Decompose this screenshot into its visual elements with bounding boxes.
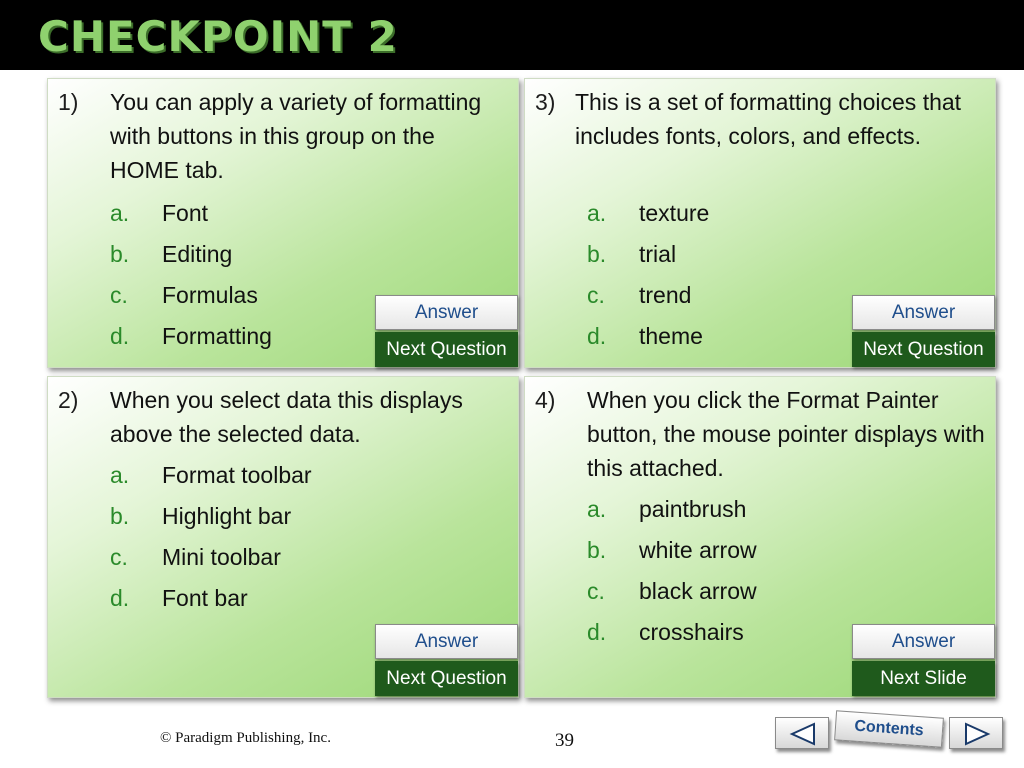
- answer-button[interactable]: Answer: [375, 624, 518, 659]
- option-letter: a.: [110, 462, 130, 488]
- option-letter: a.: [110, 200, 130, 226]
- previous-slide-button[interactable]: [775, 717, 829, 749]
- contents-button[interactable]: Contents: [834, 710, 944, 747]
- question-number: 4): [535, 387, 556, 413]
- option-letter: d.: [110, 585, 130, 611]
- question-number: 1): [58, 89, 79, 115]
- copyright-text: © Paradigm Publishing, Inc.: [160, 730, 331, 746]
- next-slide-nav-button[interactable]: [949, 717, 1003, 749]
- option-letter: d.: [587, 619, 607, 645]
- option-letter: c.: [587, 282, 605, 308]
- question-text: You can apply a variety of formatting with buttons in this group on the HOME tab.: [110, 89, 482, 183]
- option-letter: c.: [110, 282, 128, 308]
- question-panel-4: [524, 376, 996, 698]
- next-slide-button[interactable]: Next Slide: [852, 661, 995, 696]
- option-letter: b.: [110, 503, 130, 529]
- option-text: trial: [639, 241, 677, 267]
- option-text: crosshairs: [639, 619, 744, 645]
- option-text: Mini toolbar: [162, 544, 281, 570]
- option-letter: a.: [587, 200, 607, 226]
- option-text: trend: [639, 282, 692, 308]
- option-text: black arrow: [639, 578, 757, 604]
- question-panel-1: [47, 78, 519, 368]
- option-text: Highlight bar: [162, 503, 292, 529]
- next-question-button[interactable]: Next Question: [852, 332, 995, 367]
- option-text: theme: [639, 323, 703, 349]
- next-question-button[interactable]: Next Question: [375, 332, 518, 367]
- option-text: Editing: [162, 241, 233, 267]
- left-triangle-arrow-icon: [776, 718, 830, 750]
- question-text: This is a set of formatting choices that includes fonts, colors, and effects.: [575, 89, 962, 149]
- question-panel-2: [47, 376, 519, 698]
- option-text: Font bar: [162, 585, 248, 611]
- question-number: 2): [58, 387, 79, 413]
- answer-button[interactable]: Answer: [375, 295, 518, 330]
- option-letter: d.: [110, 323, 130, 349]
- option-text: Formatting: [162, 323, 272, 349]
- question-text: When you select data this displays above the selected data.: [110, 387, 463, 447]
- title-bar: [0, 0, 1024, 70]
- question-number: 3): [535, 89, 556, 115]
- page-number: 39: [555, 730, 574, 751]
- option-text: paintbrush: [639, 496, 747, 522]
- next-question-button[interactable]: Next Question: [375, 661, 518, 696]
- option-letter: b.: [587, 537, 607, 563]
- option-letter: c.: [110, 544, 128, 570]
- option-text: Format toolbar: [162, 462, 312, 488]
- option-text: Formulas: [162, 282, 258, 308]
- answer-button[interactable]: Answer: [852, 624, 995, 659]
- answer-button[interactable]: Answer: [852, 295, 995, 330]
- option-letter: a.: [587, 496, 607, 522]
- option-text: Font: [162, 200, 209, 226]
- right-triangle-arrow-icon: [950, 718, 1004, 750]
- option-letter: b.: [110, 241, 130, 267]
- question-text: When you click the Format Painter button, the mouse pointer displays with this attached.: [587, 387, 985, 481]
- question-panel-3: [524, 78, 996, 368]
- option-letter: c.: [587, 578, 605, 604]
- option-text: texture: [639, 200, 710, 226]
- option-text: white arrow: [639, 537, 757, 563]
- slide-title: CHECKPOINT 2: [38, 12, 398, 61]
- option-letter: d.: [587, 323, 607, 349]
- option-letter: b.: [587, 241, 607, 267]
